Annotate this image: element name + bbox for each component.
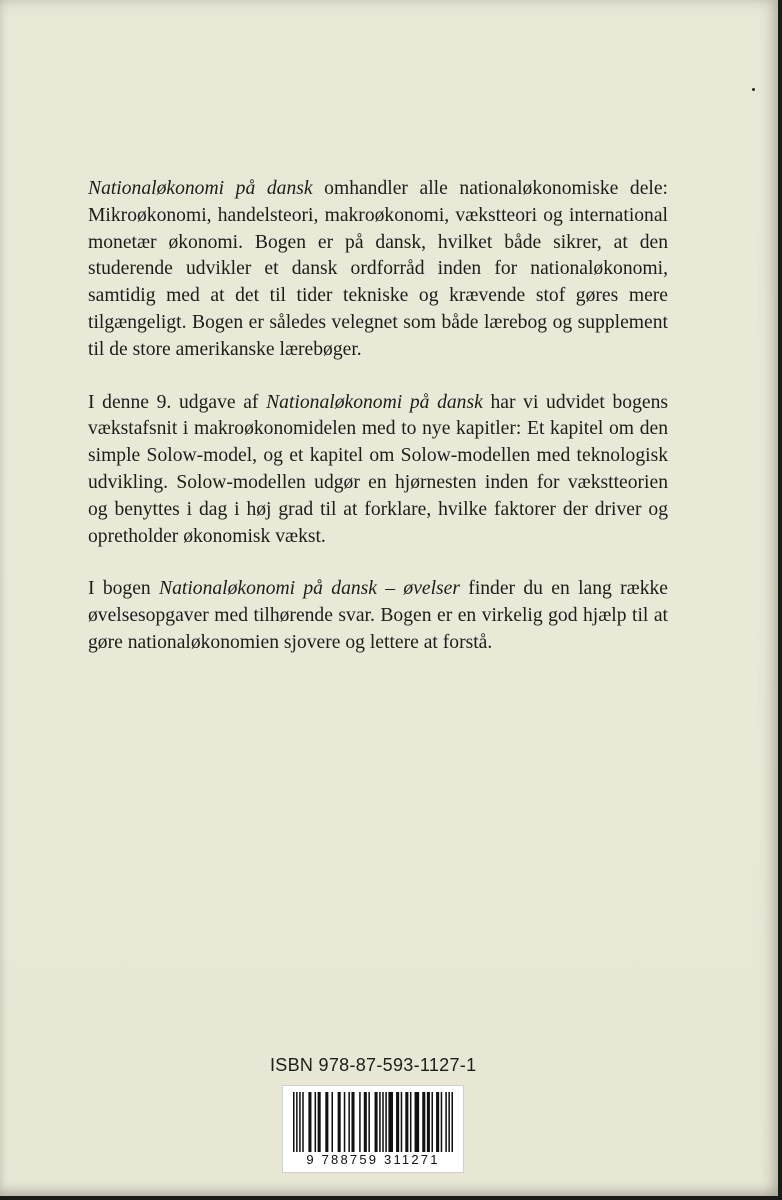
- barcode-bar: [448, 1092, 450, 1154]
- paragraph-text: omhandler alle nationaløkonomiske dele: Mikroøkonomi, handelsteori, makroøkonomi, vækstteori og international monetær økonomi. Bogen er på dansk, hvilket både sikrer, at den studerende udvikler et dansk ordforråd inden for nationaløkonomi, samtidig med at det til tider tekniske og krævende stof gøres mere tilgængeligt. Bogen er således velegnet som både lærebog og supplement til de store amerikanske lærebøger.: [88, 178, 668, 360]
- blurb-text: [88, 176, 668, 683]
- blurb-paragraph-1: [88, 176, 668, 364]
- paragraph-text: finder du en lang række øvelsesopgaver med tilhørende svar. Bogen er en virkelig god hjælp til at gøre nationaløkonomien sjovere og lettere at forstå.: [88, 578, 668, 653]
- blurb-paragraph-3: [88, 576, 668, 656]
- barcode-bar: [436, 1092, 439, 1154]
- barcode-bar: [368, 1092, 370, 1154]
- barcode-bar: [445, 1092, 447, 1154]
- barcode-digits: 9 788759 311271: [287, 1152, 459, 1167]
- barcode-bar: [299, 1092, 301, 1154]
- barcode-bar: [375, 1092, 378, 1154]
- barcode-bar: [427, 1092, 430, 1154]
- barcode-bar: [348, 1092, 350, 1154]
- barcode-bar: [351, 1092, 354, 1154]
- book-title-italic: Nationaløkonomi på dansk: [88, 178, 313, 199]
- barcode-bar: [379, 1092, 381, 1154]
- barcode-bar: [293, 1092, 295, 1154]
- book-title-italic: Nationaløkonomi på dansk – øvelser: [159, 578, 460, 600]
- barcode-bar: [415, 1092, 420, 1154]
- barcode-bar: [302, 1092, 304, 1154]
- barcode-bar: [338, 1092, 341, 1154]
- barcode-bar: [401, 1092, 403, 1154]
- barcode-bar: [308, 1092, 311, 1154]
- barcode-bar: [405, 1092, 408, 1154]
- barcode-bar: [296, 1092, 298, 1154]
- barcode: [282, 1085, 464, 1173]
- barcode-bar: [396, 1092, 399, 1154]
- barcode-bar: [318, 1092, 321, 1154]
- paper-speck: [752, 88, 755, 91]
- book-title-italic: Nationaløkonomi på dansk: [266, 391, 483, 413]
- barcode-bar: [431, 1092, 433, 1154]
- barcode-bar: [344, 1092, 346, 1154]
- barcode-bar: [364, 1092, 367, 1154]
- barcode-bar: [441, 1092, 443, 1154]
- blurb-paragraph-2: [88, 390, 668, 551]
- barcode-bar: [315, 1092, 317, 1154]
- paragraph-text: har vi udvidet bogens vækstafsnit i makroøkonomidelen med to nye kapitler: Et kapitel om den simple Solow-model, og et kapitel om Solow-modellen med teknologisk udvikling. Solow-modellen udgør en hjørnesten inden for vækstteorien og benyttes i dag i høj grad til at forklare, hvilke faktorer der driver og opretholder økonomisk vækst.: [88, 391, 668, 547]
- barcode-bar: [422, 1092, 425, 1154]
- barcode-bar: [388, 1092, 393, 1154]
- barcode-bar: [359, 1092, 361, 1154]
- barcode-bar: [385, 1092, 387, 1154]
- paragraph-lead: I bogen: [88, 578, 160, 600]
- barcode-bar: [451, 1092, 453, 1154]
- paragraph-lead: I denne 9. udgave af: [88, 391, 267, 413]
- barcode-bar: [382, 1092, 384, 1154]
- isbn-label: ISBN 978-87-593-1127-1: [270, 1055, 477, 1075]
- barcode-bar: [331, 1092, 333, 1154]
- barcode-bar: [410, 1092, 412, 1154]
- barcode-bar: [325, 1092, 328, 1154]
